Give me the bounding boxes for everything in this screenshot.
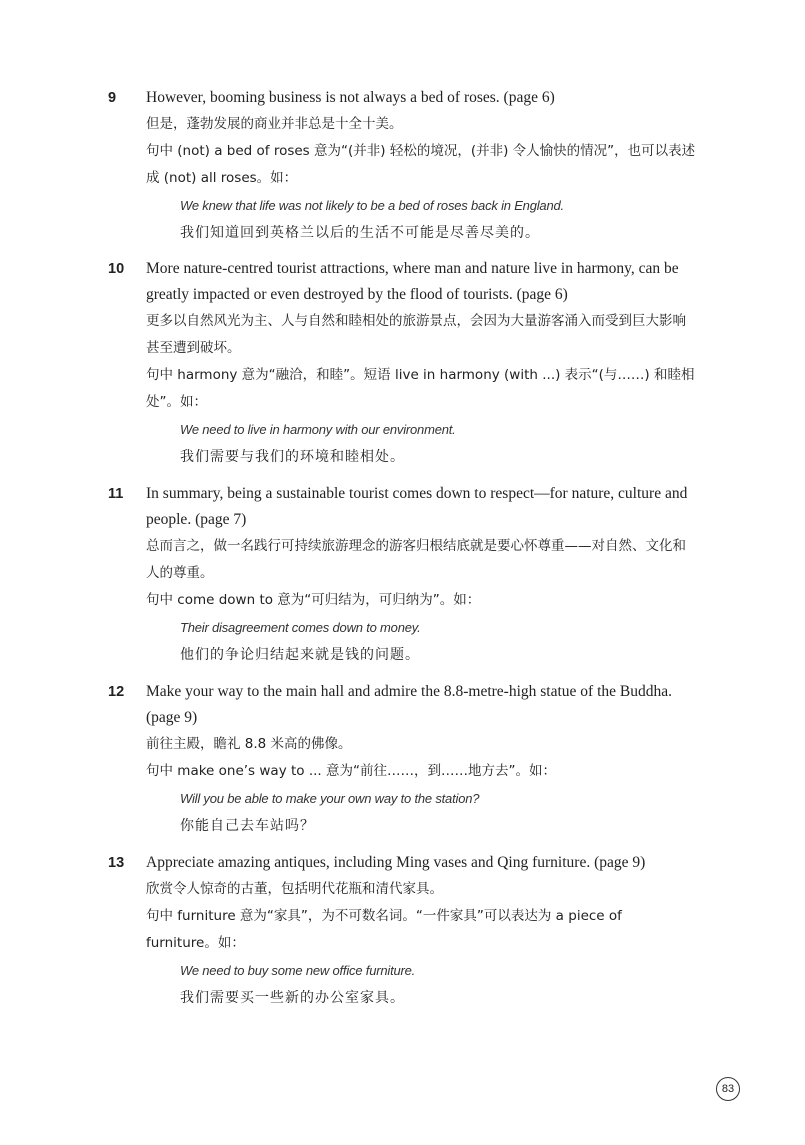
usage-note: 句中 harmony 意为“融洽，和睦”。短语 live in harmony (with ...) 表示“(与……) 和睦相处”。如：	[146, 367, 695, 410]
entry-number: 10	[108, 261, 125, 277]
example-block	[180, 192, 698, 247]
english-sentence: More nature-centred tourist attractions, where man and nature live in harmony, can be greatly impacted or even destroyed by the flood of tourists. (page 6)	[146, 260, 679, 303]
entry-body	[146, 256, 698, 471]
example-chinese: 我们知道回到英格兰以后的生活不可能是尽善尽美的。	[180, 225, 540, 241]
usage-note: 句中 come down to 意为“可归结为，可归纳为”。如：	[146, 592, 481, 608]
example-block	[180, 957, 698, 1012]
entry-body	[146, 850, 698, 1012]
page-number: 83	[716, 1077, 740, 1101]
example-chinese: 我们需要买一些新的办公室家具。	[180, 990, 405, 1006]
example-chinese: 我们需要与我们的环境和睦相处。	[180, 449, 405, 465]
usage-note: 句中 make one’s way to ... 意为“前往……，到……地方去”。如：	[146, 763, 556, 779]
english-sentence: Make your way to the main hall and admire the 8.8-metre-high statue of the Buddha. (page 9)	[146, 683, 672, 726]
example-english: Their disagreement comes down to money.	[180, 620, 421, 635]
example-english: We need to live in harmony with our environment.	[180, 422, 456, 437]
entry-12	[108, 679, 698, 840]
entry-number: 13	[108, 855, 125, 871]
chinese-translation: 更多以自然风光为主、人与自然和睦相处的旅游景点，会因为大量游客涌入而受到巨大影响甚至遭到破坏。	[146, 313, 686, 356]
entry-body	[146, 481, 698, 669]
example-block	[180, 785, 698, 840]
entry-11	[108, 481, 698, 669]
english-sentence: However, booming business is not always a bed of roses. (page 6)	[146, 89, 555, 106]
chinese-translation: 欣赏令人惊奇的古董，包括明代花瓶和清代家具。	[146, 881, 443, 897]
example-block	[180, 416, 698, 471]
entry-9	[108, 85, 698, 247]
entry-number: 9	[108, 90, 117, 106]
entry-number: 11	[108, 486, 124, 502]
entry-number: 12	[108, 684, 125, 700]
example-english: Will you be able to make your own way to the station?	[180, 791, 480, 806]
example-english: We need to buy some new office furniture.	[180, 963, 416, 978]
chinese-translation: 前往主殿，瞻礼 8.8 米高的佛像。	[146, 736, 352, 752]
usage-note: 句中 (not) a bed of roses 意为“(并非) 轻松的境况，(并非) 令人愉快的情况”，也可以表述成 (not) all roses。如：	[146, 143, 696, 186]
entry-body	[146, 85, 698, 247]
entry-10	[108, 256, 698, 471]
example-english: We knew that life was not likely to be a bed of roses back in England.	[180, 198, 564, 213]
english-sentence: In summary, being a sustainable tourist comes down to respect—for nature, culture and people. (page 7)	[146, 485, 688, 528]
english-sentence: Appreciate amazing antiques, including Ming vases and Qing furniture. (page 9)	[146, 854, 646, 871]
entry-body	[146, 679, 698, 840]
example-chinese: 他们的争论归结起来就是钱的问题。	[180, 647, 420, 663]
example-block	[180, 614, 698, 669]
usage-note: 句中 furniture 意为“家具”，为不可数名词。“一件家具”可以表达为 a piece of furniture。如：	[146, 908, 622, 951]
chinese-translation: 但是，蓬勃发展的商业并非总是十全十美。	[146, 116, 403, 132]
chinese-translation: 总而言之，做一名践行可持续旅游理念的游客归根结底就是要心怀尊重——对自然、文化和人的尊重。	[146, 538, 686, 581]
entry-13	[108, 850, 698, 1012]
example-chinese: 你能自己去车站吗？	[180, 818, 315, 834]
